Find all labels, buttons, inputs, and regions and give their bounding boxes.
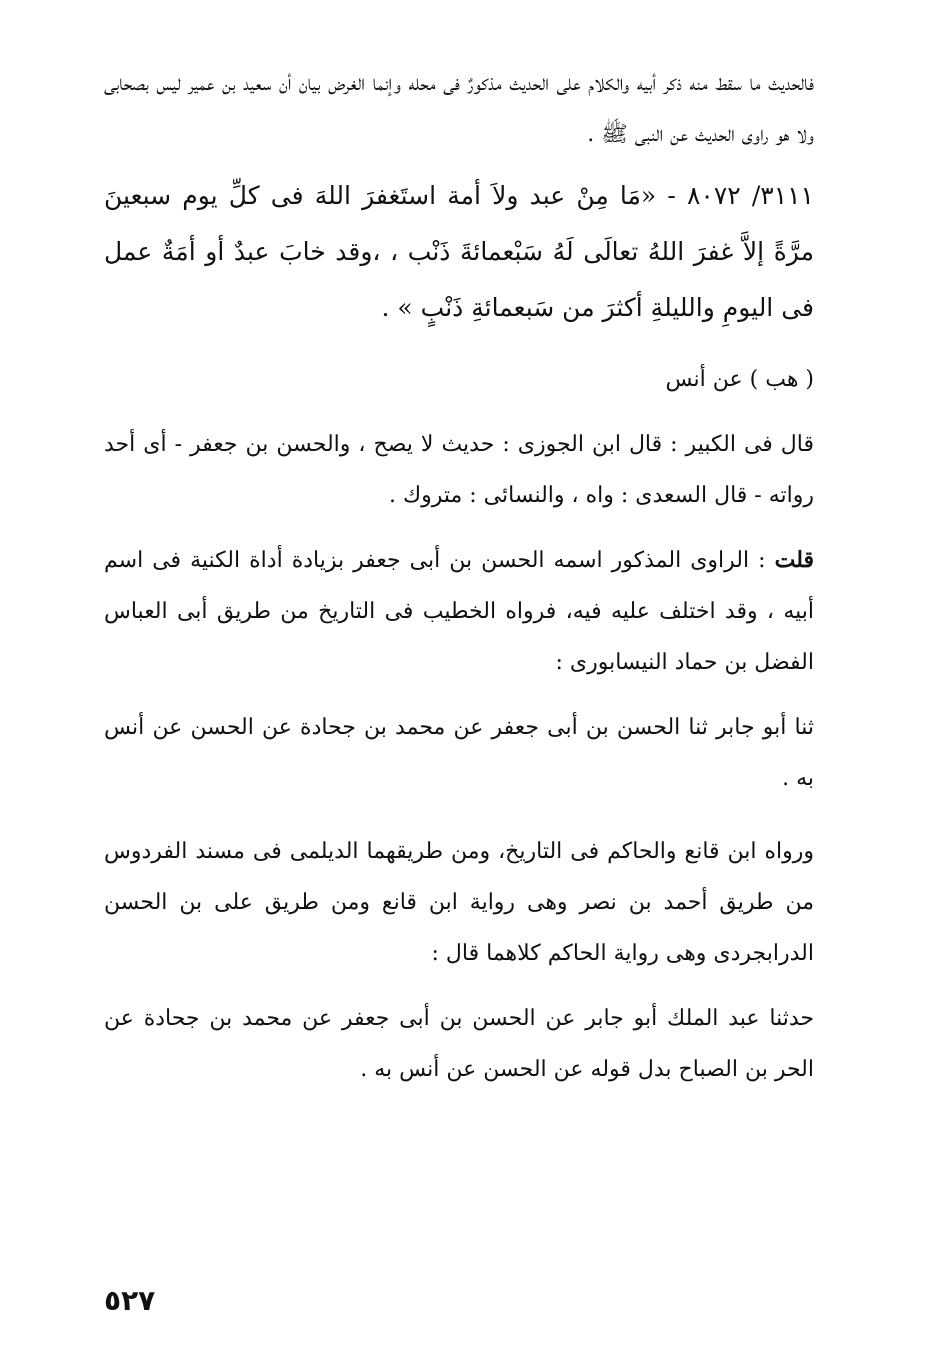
paragraph-chain-three: حدثنا عبد الملك أبو جابر عن الحسن بن أبى جعفر عن محمد بن جحادة عن الحر بن الصباح بدل قوله عن الحسن عن أنس به . — [104, 1006, 814, 1082]
paragraph-intro: فالحديث ما سقط منه ذكر أبيه والكلام على الحديث مذكورٌ فى محله وإنما الغرض بيان أن سعيد بن عمير ليس بصحابى ولا هو راوى الحديث عن النبى ﷺ . — [104, 71, 814, 147]
page-body — [104, 58, 814, 1268]
qultu-label: قلت — [774, 547, 814, 573]
paragraph-chain-one: ثنا أبو جابر ثنا الحسن بن أبى جعفر عن محمد بن جحادة عن الحسن عن أنس به . — [104, 715, 814, 791]
page-number: ٥٢٧ — [104, 1284, 156, 1317]
paragraph-hadith: ٣١١١/ ٨٠٧٢ - «مَا مِنْ عبد ولاَ أمة استَغفرَ اللهَ فى كلِّ يوم سبعينَ مرَّةً إلاَّ غفرَ اللهُ تعالَى لَهُ سَبْعمائةَ ذَنْب ، ،وقد خابَ عبدٌ أو أمَةٌ عمل فى اليومِ والليلةِ أكثرَ من سَبعمائةِ ذَنْبٍ » . — [104, 181, 814, 322]
qultu-text: الراوى المذكور اسمه الحسن بن أبى جعفر بزيادة أداة الكنية فى اسم أبيه ، وقد اختلف عليه فيه، فرواه الخطيب فى التاريخ من طريق أبى العباس الفضل بن حماد النيسابورى : — [104, 548, 814, 675]
paragraph-chain-two: ورواه ابن قانع والحاكم فى التاريخ، ومن طريقهما الديلمى فى مسند الفردوس من طريق أحمد بن نصر وهى رواية ابن قانع ومن طريق على بن الحسن الدرابجردى وهى رواية الحاكم كلاهما قال : — [104, 839, 815, 966]
paragraph-kabir: قال فى الكبير : قال ابن الجوزى : حديث لا يصح ، والحسن بن جعفر - أى أحد رواته - قال السعدى : واه ، والنسائى : متروك . — [104, 432, 814, 508]
paragraph-source: ( هب ) عن أنس — [665, 367, 814, 392]
paragraph-qultu: قلت : الراوى المذكور اسمه الحسن بن أبى جعفر بزيادة أداة الكنية فى اسم أبيه ، وقد اختلف عليه فيه، فرواه الخطيب فى التاريخ من طريق أبى العباس الفضل بن حماد النيسابورى : — [104, 547, 814, 675]
